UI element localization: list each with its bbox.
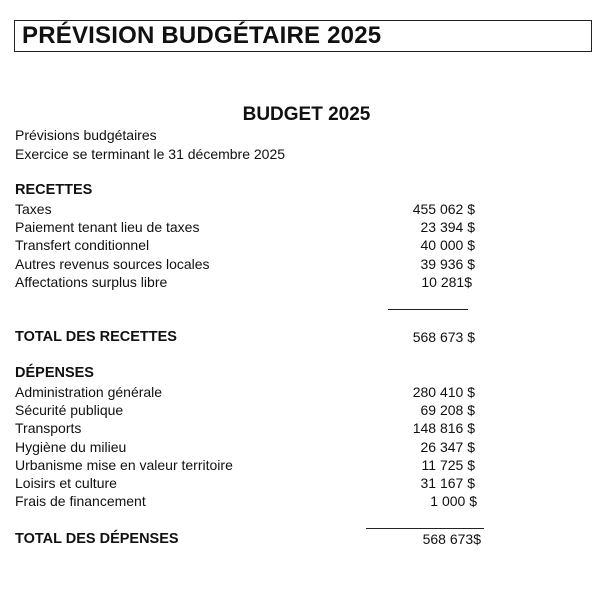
recettes-row xyxy=(15,237,615,255)
depenses-row-label: Administration générale xyxy=(15,384,163,400)
recettes-row-amount: 455 062 $ xyxy=(412,201,475,217)
depenses-row-amount: 69 208 $ xyxy=(420,402,475,418)
recettes-total-rule xyxy=(388,309,468,310)
depenses-row xyxy=(15,457,615,475)
depenses-row xyxy=(15,439,615,457)
recettes-row-label: Taxes xyxy=(15,201,52,217)
depenses-row-amount: 148 816 $ xyxy=(412,420,475,436)
depenses-row xyxy=(15,420,615,438)
budget-heading xyxy=(0,104,615,126)
subtitle-previsions: Prévisions budgétaires xyxy=(15,127,157,143)
recettes-row xyxy=(15,274,615,292)
recettes-total-label: TOTAL DES RECETTES xyxy=(15,329,177,345)
depenses-row-label: Hygiène du milieu xyxy=(15,439,127,455)
depenses-row-amount: 26 347 $ xyxy=(420,439,475,455)
depenses-row-label: Urbanisme mise en valeur territoire xyxy=(15,457,233,473)
depenses-total-rule xyxy=(366,528,484,529)
depenses-title: DÉPENSES xyxy=(15,365,94,381)
depenses-row-amount: 280 410 $ xyxy=(412,384,475,400)
recettes-total-amount: 568 673 $ xyxy=(412,329,475,345)
recettes-row xyxy=(15,201,615,219)
depenses-row-label: Sécurité publique xyxy=(15,402,124,418)
recettes-row-label: Paiement tenant lieu de taxes xyxy=(15,219,200,235)
recettes-row xyxy=(15,219,615,237)
recettes-row xyxy=(15,256,615,274)
depenses-row-label: Frais de financement xyxy=(15,493,146,509)
recettes-row-label: Transfert conditionnel xyxy=(15,237,150,253)
subtitle-exercice: Exercice se terminant le 31 décembre 2025 xyxy=(15,146,286,162)
page-title: PRÉVISION BUDGÉTAIRE 2025 xyxy=(22,22,382,49)
recettes-row-amount: 10 281$ xyxy=(421,274,472,290)
depenses-row-amount: 11 725 $ xyxy=(421,457,475,473)
depenses-total-amount: 568 673$ xyxy=(422,531,481,547)
depenses-total-label: TOTAL DES DÉPENSES xyxy=(15,531,179,547)
recettes-row-label: Affectations surplus libre xyxy=(15,274,168,290)
recettes-row-amount: 39 936 $ xyxy=(420,256,475,272)
recettes-row-label: Autres revenus sources locales xyxy=(15,256,210,272)
depenses-row xyxy=(15,475,615,493)
depenses-row-amount: 31 167 $ xyxy=(420,475,475,491)
depenses-row-amount: 1 000 $ xyxy=(430,493,477,509)
recettes-total-row xyxy=(15,329,615,347)
budget-heading-text: BUDGET 2025 xyxy=(242,104,371,125)
depenses-total-row xyxy=(15,531,615,549)
title-box xyxy=(14,20,592,52)
depenses-row xyxy=(15,493,615,511)
depenses-row xyxy=(15,384,615,402)
recettes-title: RECETTES xyxy=(15,182,93,198)
depenses-row xyxy=(15,402,615,420)
depenses-row-label: Transports xyxy=(15,420,82,436)
recettes-row-amount: 23 394 $ xyxy=(420,219,475,235)
recettes-row-amount: 40 000 $ xyxy=(420,237,475,253)
depenses-row-label: Loisirs et culture xyxy=(15,475,117,491)
